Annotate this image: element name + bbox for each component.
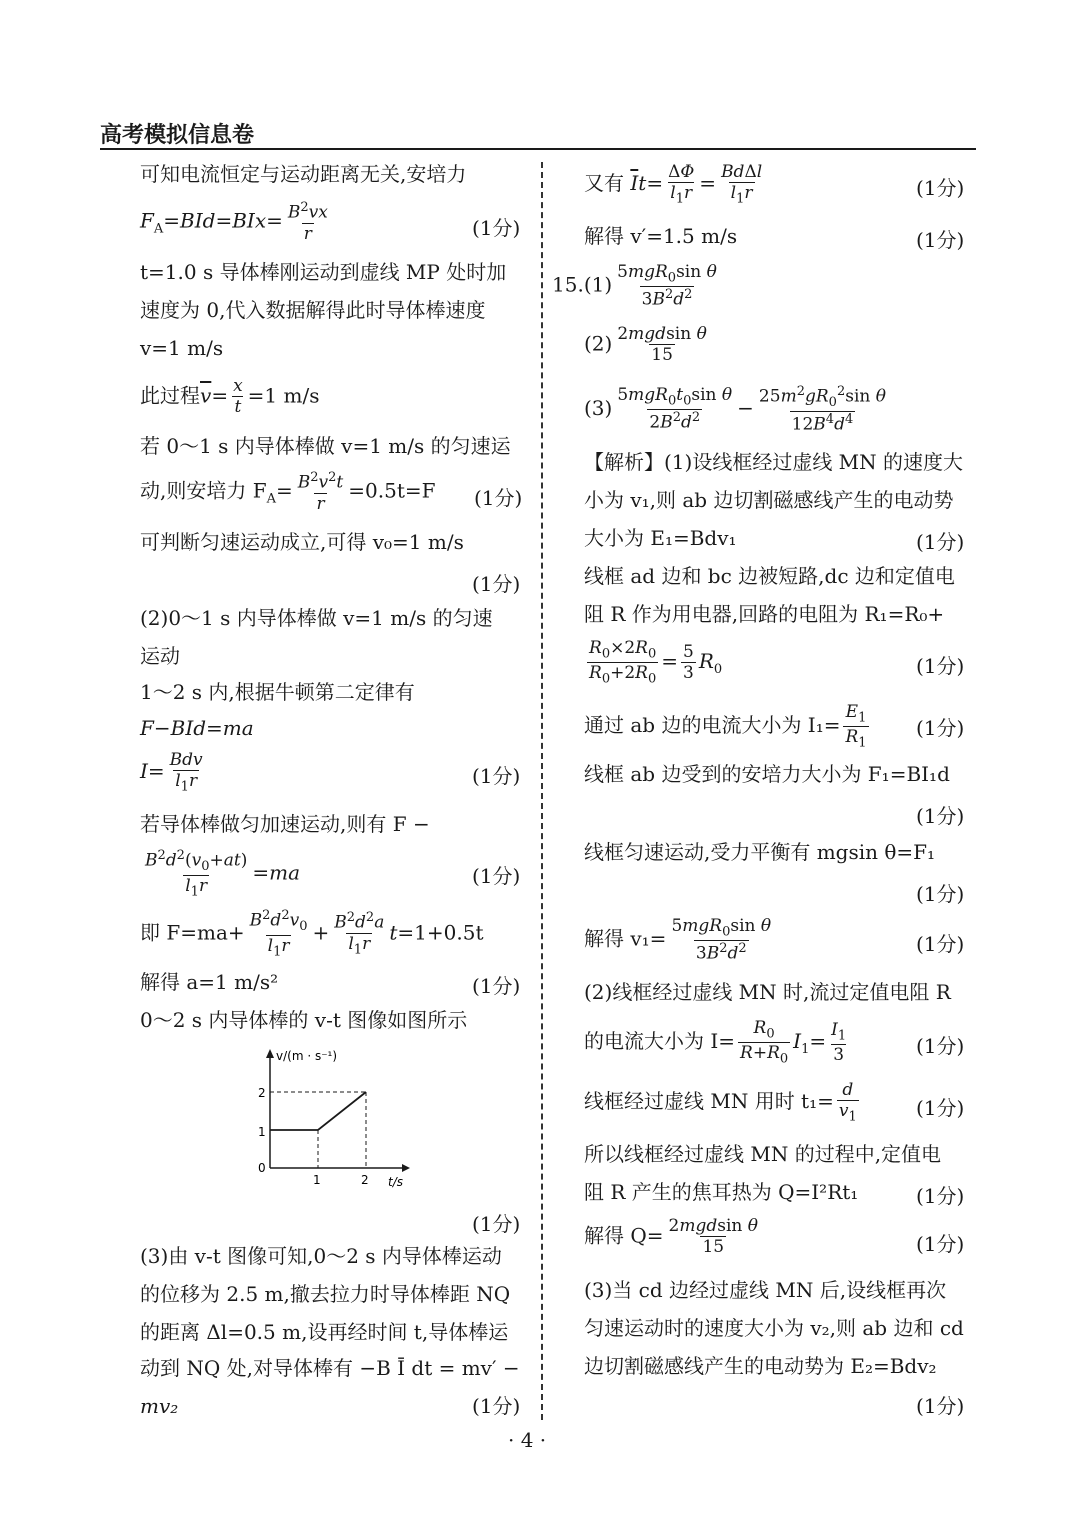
y-axis-arrow <box>266 1049 274 1058</box>
left-formula-ampere-force: $F_A=BId=BIx=$ $\frac{B^2vx}{r}$ <box>140 200 328 245</box>
score-mark: (1分) <box>472 1212 521 1236</box>
left-line-13: F−BId=ma <box>140 716 254 740</box>
left-line-1: 可知电流恒定与运动距离无关,安培力 <box>140 162 467 186</box>
left-line-21: 的位移为 2.5 m,撤去拉力时导体棒距 NQ <box>140 1282 511 1306</box>
analysis-formula-v1: 解得 v₁= 5mgR$_0$sin θ $3B^2d^2$ <box>584 916 772 964</box>
score-mark: (1分) <box>472 572 521 596</box>
question-number: 15. <box>552 272 584 297</box>
analysis-formula-current: 通过 ab 边的电流大小为 I₁= $\frac{E_1}{R_1}$ <box>584 702 867 751</box>
analysis-formula-heat: 解得 Q= 2mgdsin θ 15 <box>584 1216 758 1258</box>
text-fragment: 此过程 <box>140 383 200 408</box>
score-mark: (1分) <box>916 1232 965 1256</box>
left-line-11: 运动 <box>140 644 180 668</box>
score-mark: (1分) <box>916 654 965 678</box>
analysis-line-2: 小为 v₁,则 ab 边切割磁感线产生的电动势 <box>584 488 954 512</box>
right-line-2: 解得 v′=1.5 m/s <box>584 224 738 248</box>
part-label: (1) <box>583 272 613 297</box>
analysis-line-4: 线框 ad 边和 bc 边被短路,dc 边和定值电 <box>584 564 955 588</box>
analysis-formula-resistor-current: 的电流大小为 I= $\frac{R_0}{R+R_0}$ $I_1=$ $\frac{I_1}{3}$ <box>584 1018 847 1067</box>
column-divider <box>541 162 543 1420</box>
score-mark: (1分) <box>916 1394 965 1418</box>
score-mark: (1分) <box>916 1034 965 1058</box>
score-mark: (1分) <box>916 1096 965 1120</box>
analysis-line-9: 线框匀速运动,受力平衡有 mgsin θ=F₁ <box>584 840 936 864</box>
left-line-19: 0～2 s 内导体棒的 v-t 图像如图所示 <box>140 1008 468 1032</box>
left-line-5: v=1 m/s <box>140 336 224 360</box>
text-fragment: 线框经过虚线 MN 用时 t₁= <box>584 1089 834 1114</box>
part-label: (3) <box>584 395 613 420</box>
page-number: · 4 · <box>508 1428 547 1452</box>
right-formula-charge: 又有 $\overline{I}t=$ $\frac{\Delta\Phi}{l_1r}$ = BdΔl $l_1r$ <box>584 162 763 207</box>
score-mark: (1分) <box>916 1184 965 1208</box>
analysis-line-14: 所以线框经过虚线 MN 的过程中,定值电 <box>584 1142 942 1166</box>
left-line-9: 可判断匀速运动成立,可得 v₀=1 m/s <box>140 530 464 554</box>
text-fragment: =1+0.5t <box>397 920 484 945</box>
text-fragment: 解得 v₁= <box>584 926 667 951</box>
left-line-15: 若导体棒做匀加速运动,则有 F − <box>140 812 430 836</box>
score-mark: (1分) <box>916 932 965 956</box>
left-line-7: 若 0～1 s 内导体棒做 v=1 m/s 的匀速运 <box>140 434 511 458</box>
score-mark: (1分) <box>916 176 965 200</box>
analysis-line-3: 大小为 E₁=Bdv₁ <box>584 526 737 550</box>
y-tick-1: 1 <box>258 1125 266 1139</box>
score-mark: (1分) <box>472 764 521 788</box>
text-fragment: 的电流大小为 I= <box>584 1028 736 1053</box>
velocity-line <box>270 1092 366 1130</box>
left-formula-force: 即 F=ma+ $\frac{B^2d^2v_0}{l_1r}$ + $\frac{B^2d^2a}{l_1r}$ t=1+0.5t <box>140 908 484 960</box>
part-label: (2) <box>584 331 613 356</box>
analysis-line-19: 边切割磁感线产生的电动势为 E₂=Bdv₂ <box>584 1354 937 1378</box>
left-line-18: 解得 a=1 m/s² <box>140 970 279 994</box>
score-mark: (1分) <box>916 228 965 252</box>
text-fragment: =1 m/s <box>247 383 320 408</box>
left-line-10: (2)0～1 s 内导体棒做 v=1 m/s 的匀速 <box>140 606 493 630</box>
analysis-formula-time: 线框经过虚线 MN 用时 t₁= $\frac{d}{v_1}$ <box>584 1080 857 1125</box>
text-fragment: 通过 ab 边的电流大小为 I₁= <box>584 712 841 737</box>
analysis-line-5: 阻 R 作为用电器,回路的电阻为 R₁=R₀+ <box>584 602 945 626</box>
score-mark: (1分) <box>472 216 521 240</box>
text-fragment: 又有 <box>584 171 631 196</box>
left-formula-current: I= Bdv $l_1r$ <box>140 750 203 795</box>
left-line-4: 速度为 0,代入数据解得此时导体棒速度 <box>140 298 486 322</box>
left-formula-ampere-force-2: 动,则安培力 $F_A=$ $\frac{B^2v^2t}{r}$ =0.5t=F <box>140 470 436 515</box>
score-mark: (1分) <box>916 804 965 828</box>
question-15-answer-1: 15.(1) 5mgR$_0$sin θ $3B^2d^2$ <box>552 262 717 310</box>
left-line-24: mv₂ <box>140 1394 179 1418</box>
left-line-20: (3)由 v-t 图像可知,0～2 s 内导体棒运动 <box>140 1244 502 1268</box>
page-header-title: 高考模拟信息卷 <box>100 122 255 148</box>
vt-graph <box>250 1046 420 1194</box>
left-formula-average-velocity: 此过程$\overline{v}=$ $\frac{x}{t}$ =1 m/s <box>140 376 320 418</box>
analysis-line-18: 匀速运动时的速度大小为 v₂,则 ab 边和 cd <box>584 1316 964 1340</box>
left-line-22: 的距离 Δl=0.5 m,设再经时间 t,导体棒运 <box>140 1320 509 1344</box>
x-axis-label: t/s <box>388 1175 403 1189</box>
analysis-formula-resistance: $\frac{R_0\times 2R_0}{R_0+2R_0}$ = $\frac{5}{3}$ $R_0$ <box>589 638 723 687</box>
header-rule <box>100 148 976 150</box>
score-mark: (1分) <box>916 882 965 906</box>
score-mark: (1分) <box>472 864 521 888</box>
y-tick-2: 2 <box>258 1086 266 1100</box>
question-15-answer-3: (3) $5mgR_0t_0\sin$ θ $2B^2d^2$ − $\frac{25m^2gR_0^2\sin \theta}{12B^4d^4}$ <box>584 384 886 435</box>
x-axis-arrow <box>402 1164 410 1172</box>
text-fragment: 即 F=ma+ <box>140 920 245 945</box>
score-mark: (1分) <box>916 530 965 554</box>
score-mark: (1分) <box>472 1394 521 1418</box>
analysis-line-1: 【解析】(1)设线框经过虚线 MN 的速度大 <box>584 450 964 474</box>
analysis-line-8: 线框 ab 边受到的安培力大小为 F₁=BI₁d <box>584 762 950 786</box>
left-formula-newton: $\frac{B^2d^2(v_0+at)}{l_1r}$ =ma <box>145 848 300 900</box>
text-fragment: 解得 Q= <box>584 1223 664 1248</box>
y-axis-label: v/(m · s⁻¹) <box>276 1049 338 1063</box>
x-tick-1: 1 <box>313 1173 321 1187</box>
text-fragment: 动,则安培力 F <box>140 478 267 503</box>
analysis-line-11: (2)线框经过虚线 MN 时,流过定值电阻 R <box>584 980 951 1004</box>
left-line-3: t=1.0 s 导体棒刚运动到虚线 MP 处时加 <box>140 260 507 284</box>
score-mark: (1分) <box>474 486 523 510</box>
text-fragment: =0.5t=F <box>348 478 436 503</box>
left-line-23: 动到 NQ 处,对导体棒有 −B Ī dt = mv′ − <box>140 1356 520 1380</box>
y-tick-0: 0 <box>258 1161 266 1175</box>
x-tick-2: 2 <box>361 1173 369 1187</box>
score-mark: (1分) <box>472 974 521 998</box>
question-15-answer-2: (2) 2mgdsin θ 15 <box>584 324 707 366</box>
left-line-12: 1～2 s 内,根据牛顿第二定律有 <box>140 680 415 704</box>
analysis-line-17: (3)当 cd 边经过虚线 MN 后,设线框再次 <box>584 1278 947 1302</box>
analysis-line-15: 阻 R 产生的焦耳热为 Q=I²Rt₁ <box>584 1180 859 1204</box>
score-mark: (1分) <box>916 716 965 740</box>
